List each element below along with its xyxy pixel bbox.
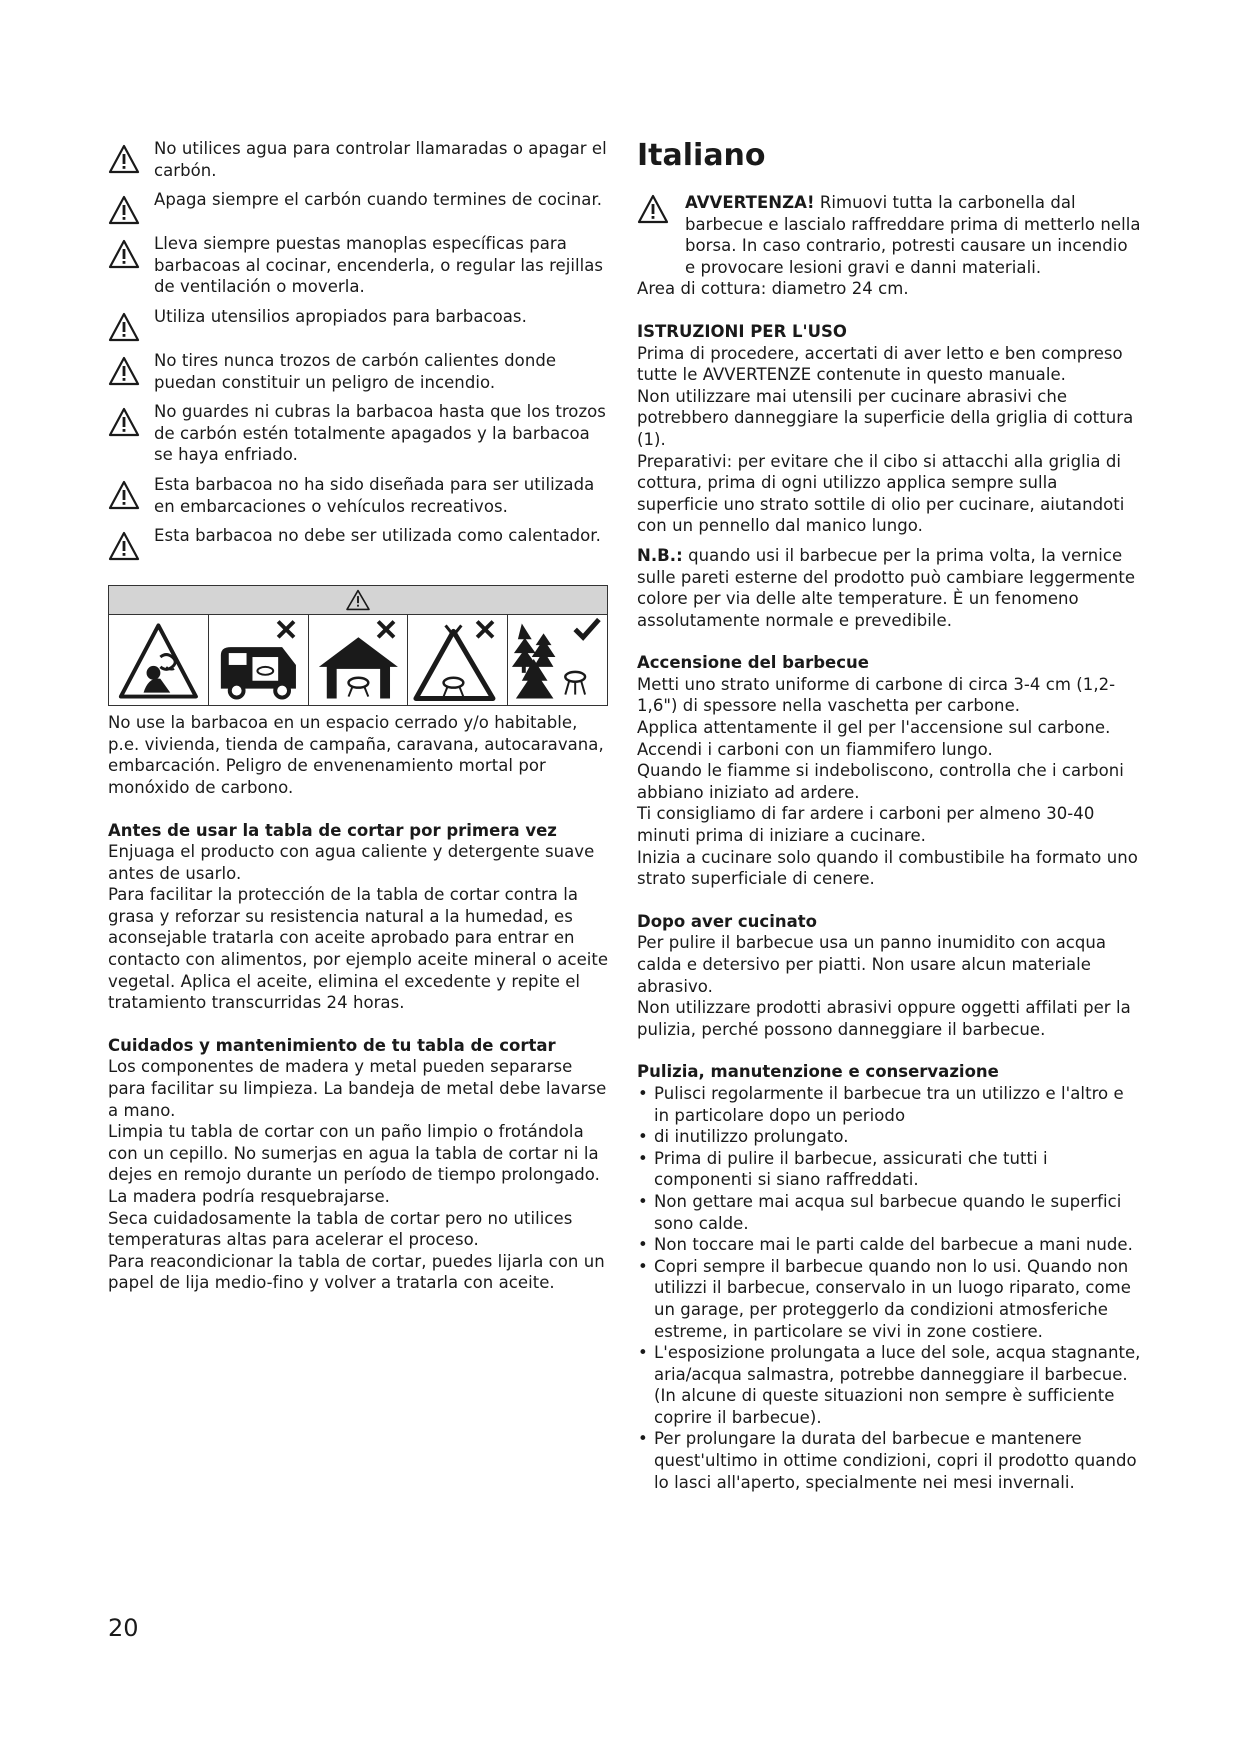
camper-van-icon <box>209 615 308 705</box>
left-column <box>108 138 610 1294</box>
warning-text: Utiliza utensilios apropiados para barbacoas. <box>154 306 527 326</box>
list-item: • Pulisci regolarmente il barbecue tra un utilizzo e l'altro e in particolare dopo un periodo <box>637 1083 1142 1126</box>
paragraph: Non utilizzare mai utensili per cucinare abrasivi che potrebbero danneggiare la superficie della griglia di cottura (1). <box>637 386 1134 449</box>
pictogram-outdoor <box>508 615 607 705</box>
paragraph: Preparativi: per evitare che il cibo si attacchi alla griglia di cottura, prima di ogni utilizzo applica sempre sulla superficie uno strato sottile di olio per cucinare, aiutandoti con un pennello dal manico lungo. <box>637 451 1125 536</box>
pictogram-caption: No use la barbacoa en un espacio cerrado y/o habitable, p.e. vivienda, tienda de campaña, caravana, autocaravana, embarcación. Peligro de envenenamiento mortal por monóxido de carbono. <box>108 713 604 797</box>
warning-triangle-icon <box>108 239 140 269</box>
warning-triangle-icon <box>108 144 140 174</box>
paragraph: Seca cuidadosamente la tabla de cortar pero no utilices temperaturas altas para acelerar el proceso. <box>108 1208 573 1250</box>
section-heading: ISTRUZIONI PER L'USO <box>637 321 847 341</box>
section-usage <box>637 321 1142 631</box>
paragraph: Para facilitar la protección de la tabla de cortar contra la grasa y reforzar su resistencia natural a la humedad, es aconsejable tratarla con aceite aprobado para entrar en contacto con alimentos, por ejemplo aceite mineral o aceite vegetal. Aplica el aceite, elimina el excedente y repite el tratamiento transcurridas 24 horas. <box>108 885 609 1013</box>
note-paragraph <box>637 545 1142 631</box>
paragraph: Accendi i carboni con un fiammifero lungo. <box>637 739 993 759</box>
warning-triangle-icon <box>108 356 140 386</box>
section-ignition <box>637 652 1142 890</box>
pictogram-header <box>109 586 607 615</box>
warning-triangle-icon <box>108 312 140 342</box>
tent-icon <box>408 615 507 705</box>
pictogram-carbon-monoxide <box>109 615 209 705</box>
section-heading: Cuidados y mantenimiento de tu tabla de cortar <box>108 1035 556 1055</box>
paragraph: Metti uno strato uniforme di carbone di circa 3-4 cm (1,2-1,6") di spessore nella vaschetta per carbone. <box>637 674 1116 716</box>
list-item: • Per prolungare la durata del barbecue e mantenere quest'ultimo in ottime condizioni, copri il prodotto quando lo lasci all'aperto, specialmente nei mesi invernali. <box>637 1428 1142 1493</box>
warning-item <box>108 350 610 393</box>
paragraph: Inizia a cucinare solo quando il combustibile ha formato uno strato superficiale di cenere. <box>637 847 1138 889</box>
warning-item <box>108 189 610 225</box>
warning-label: AVVERTENZA! <box>685 193 815 212</box>
pictogram-vehicle <box>209 615 309 705</box>
indoor-use-pictogram <box>108 585 608 706</box>
warning-item <box>108 233 610 298</box>
section-heading: Pulizia, manutenzione e conservazione <box>637 1062 999 1082</box>
page-number: 20 <box>108 1614 139 1642</box>
paragraph: Limpia tu tabla de cortar con un paño limpio o frotándola con un cepillo. No sumerjas en agua la tabla de cortar ni la dejes en remojo durante un período de tiempo prolongado. La madera podría resquebrajarse. <box>108 1122 600 1206</box>
list-item: • Non toccare mai le parti calde del barbecue a mani nude. <box>637 1234 1142 1256</box>
list-item: • Copri sempre il barbecue quando non lo usi. Quando non utilizzi il barbecue, conservalo in un luogo riparato, come un garage, per proteggerlo da condizioni atmosferiche estreme, in particolare se vivi in zone costiere. <box>637 1256 1142 1342</box>
warning-item <box>108 138 610 181</box>
right-column <box>637 138 1142 1493</box>
outdoor-trees-check-icon <box>508 615 607 705</box>
paragraph: Enjuaga el producto con agua caliente y detergente suave antes de usarlo. <box>108 842 595 883</box>
list-item: • di inutilizzo prolungato. <box>637 1126 1142 1148</box>
warning-text: No guardes ni cubras la barbacoa hasta que los trozos de carbón estén totalmente apagados y la barbacoa se haya enfriado. <box>154 402 606 465</box>
warning-text: No utilices agua para controlar llamaradas o apagar el carbón. <box>154 139 607 180</box>
section-care <box>108 1035 610 1294</box>
warning-item <box>108 401 610 466</box>
warning-text: Rimuovi tutta la carbonella dal barbecue e lascialo raffreddare prima di metterlo nella borsa. In caso contrario, potresti causare un incendio e provocare lesioni gravi e danni materiali. <box>685 193 1141 277</box>
paragraph: Prima di procedere, accertati di aver letto e ben compreso tutte le AVVERTENZE contenute in questo manuale. <box>637 343 1123 385</box>
paragraph: Ti consigliamo di far ardere i carboni per almeno 30-40 minuti prima di iniziare a cucinare. <box>637 804 1095 846</box>
warning-triangle-icon <box>108 195 140 225</box>
warning-triangle-icon <box>637 194 669 224</box>
warning-triangle-icon <box>108 407 140 437</box>
warning-triangle-icon <box>108 531 140 561</box>
language-heading: Italiano <box>637 138 766 173</box>
warning-paragraph <box>637 192 1142 278</box>
italian-warning <box>637 192 1142 300</box>
section-heading: Dopo aver cucinato <box>637 911 817 931</box>
paragraph: Los componentes de madera y metal pueden separarse para facilitar su limpieza. La bandeja de metal debe lavarse a mano. <box>108 1057 607 1120</box>
paragraph: Non utilizzare prodotti abrasivi oppure oggetti affilati per la pulizia, perché possono danneggiare il barbecue. <box>637 998 1131 1039</box>
section-maintenance <box>637 1061 1142 1493</box>
warning-triangle-icon <box>345 589 371 611</box>
paragraph: Quando le fiamme si indeboliscono, controlla che i carboni abbiano iniziato ad ardere. <box>637 761 1124 802</box>
maintenance-list <box>637 1083 1142 1493</box>
warning-item <box>108 474 610 517</box>
paragraph: Para reacondicionar la tabla de cortar, puedes lijarla con un papel de lija medio-fino y volver a tratarla con aceite. <box>108 1251 605 1293</box>
warning-text: Esta barbacoa no ha sido diseñada para ser utilizada en embarcaciones o vehículos recreativos. <box>154 474 595 516</box>
list-item: • Prima di pulire il barbecue, assicurati che tutti i componenti si siano raffreddati. <box>637 1148 1142 1191</box>
cooking-area: Area di cottura: diametro 24 cm. <box>637 279 909 299</box>
warning-item <box>108 306 610 342</box>
list-item: • L'esposizione prolungata a luce del sole, acqua stagnante, aria/acqua salmastra, potrebbe danneggiare il barbecue. (In alcune di queste situazioni non sempre è sufficiente coprire il barbecue). <box>637 1342 1142 1428</box>
warning-text: Lleva siempre puestas manoplas específicas para barbacoas al cocinar, encenderla, o regular las rejillas de ventilación o moverla. <box>154 234 604 297</box>
pictogram-house <box>309 615 409 705</box>
list-item: • Non gettare mai acqua sul barbecue quando le superfici sono calde. <box>637 1191 1142 1234</box>
note-label: N.B.: <box>637 545 683 565</box>
paragraph: Applica attentamente il gel per l'accensione sul carbone. <box>637 718 1111 738</box>
note-text: quando usi il barbecue per la prima volta, la vernice sulle pareti esterne del prodotto può cambiare leggermente colore per via delle alte temperature. È un fenomeno assolutamente normale e prevedibile. <box>637 545 1136 630</box>
section-heading: Antes de usar la tabla de cortar por primera vez <box>108 820 557 840</box>
warning-item <box>108 525 610 561</box>
section-after-cooking <box>637 911 1142 1041</box>
section-heading: Accensione del barbecue <box>637 653 869 673</box>
person-fumes-warning-icon <box>109 615 208 705</box>
warning-text: Esta barbacoa no debe ser utilizada como calentador. <box>154 526 601 546</box>
warning-text: Apaga siempre el carbón cuando termines de cocinar. <box>154 190 603 210</box>
pictogram-tent <box>408 615 508 705</box>
paragraph: Per pulire il barbecue usa un panno inumidito con acqua calda e detersivo per piatti. Non usare alcun materiale abrasivo. <box>637 933 1107 996</box>
house-icon <box>309 615 408 705</box>
section-first-use <box>108 820 610 1014</box>
warning-text: No tires nunca trozos de carbón calientes donde puedan constituir un peligro de incendio. <box>154 350 557 392</box>
warning-triangle-icon <box>108 480 140 510</box>
